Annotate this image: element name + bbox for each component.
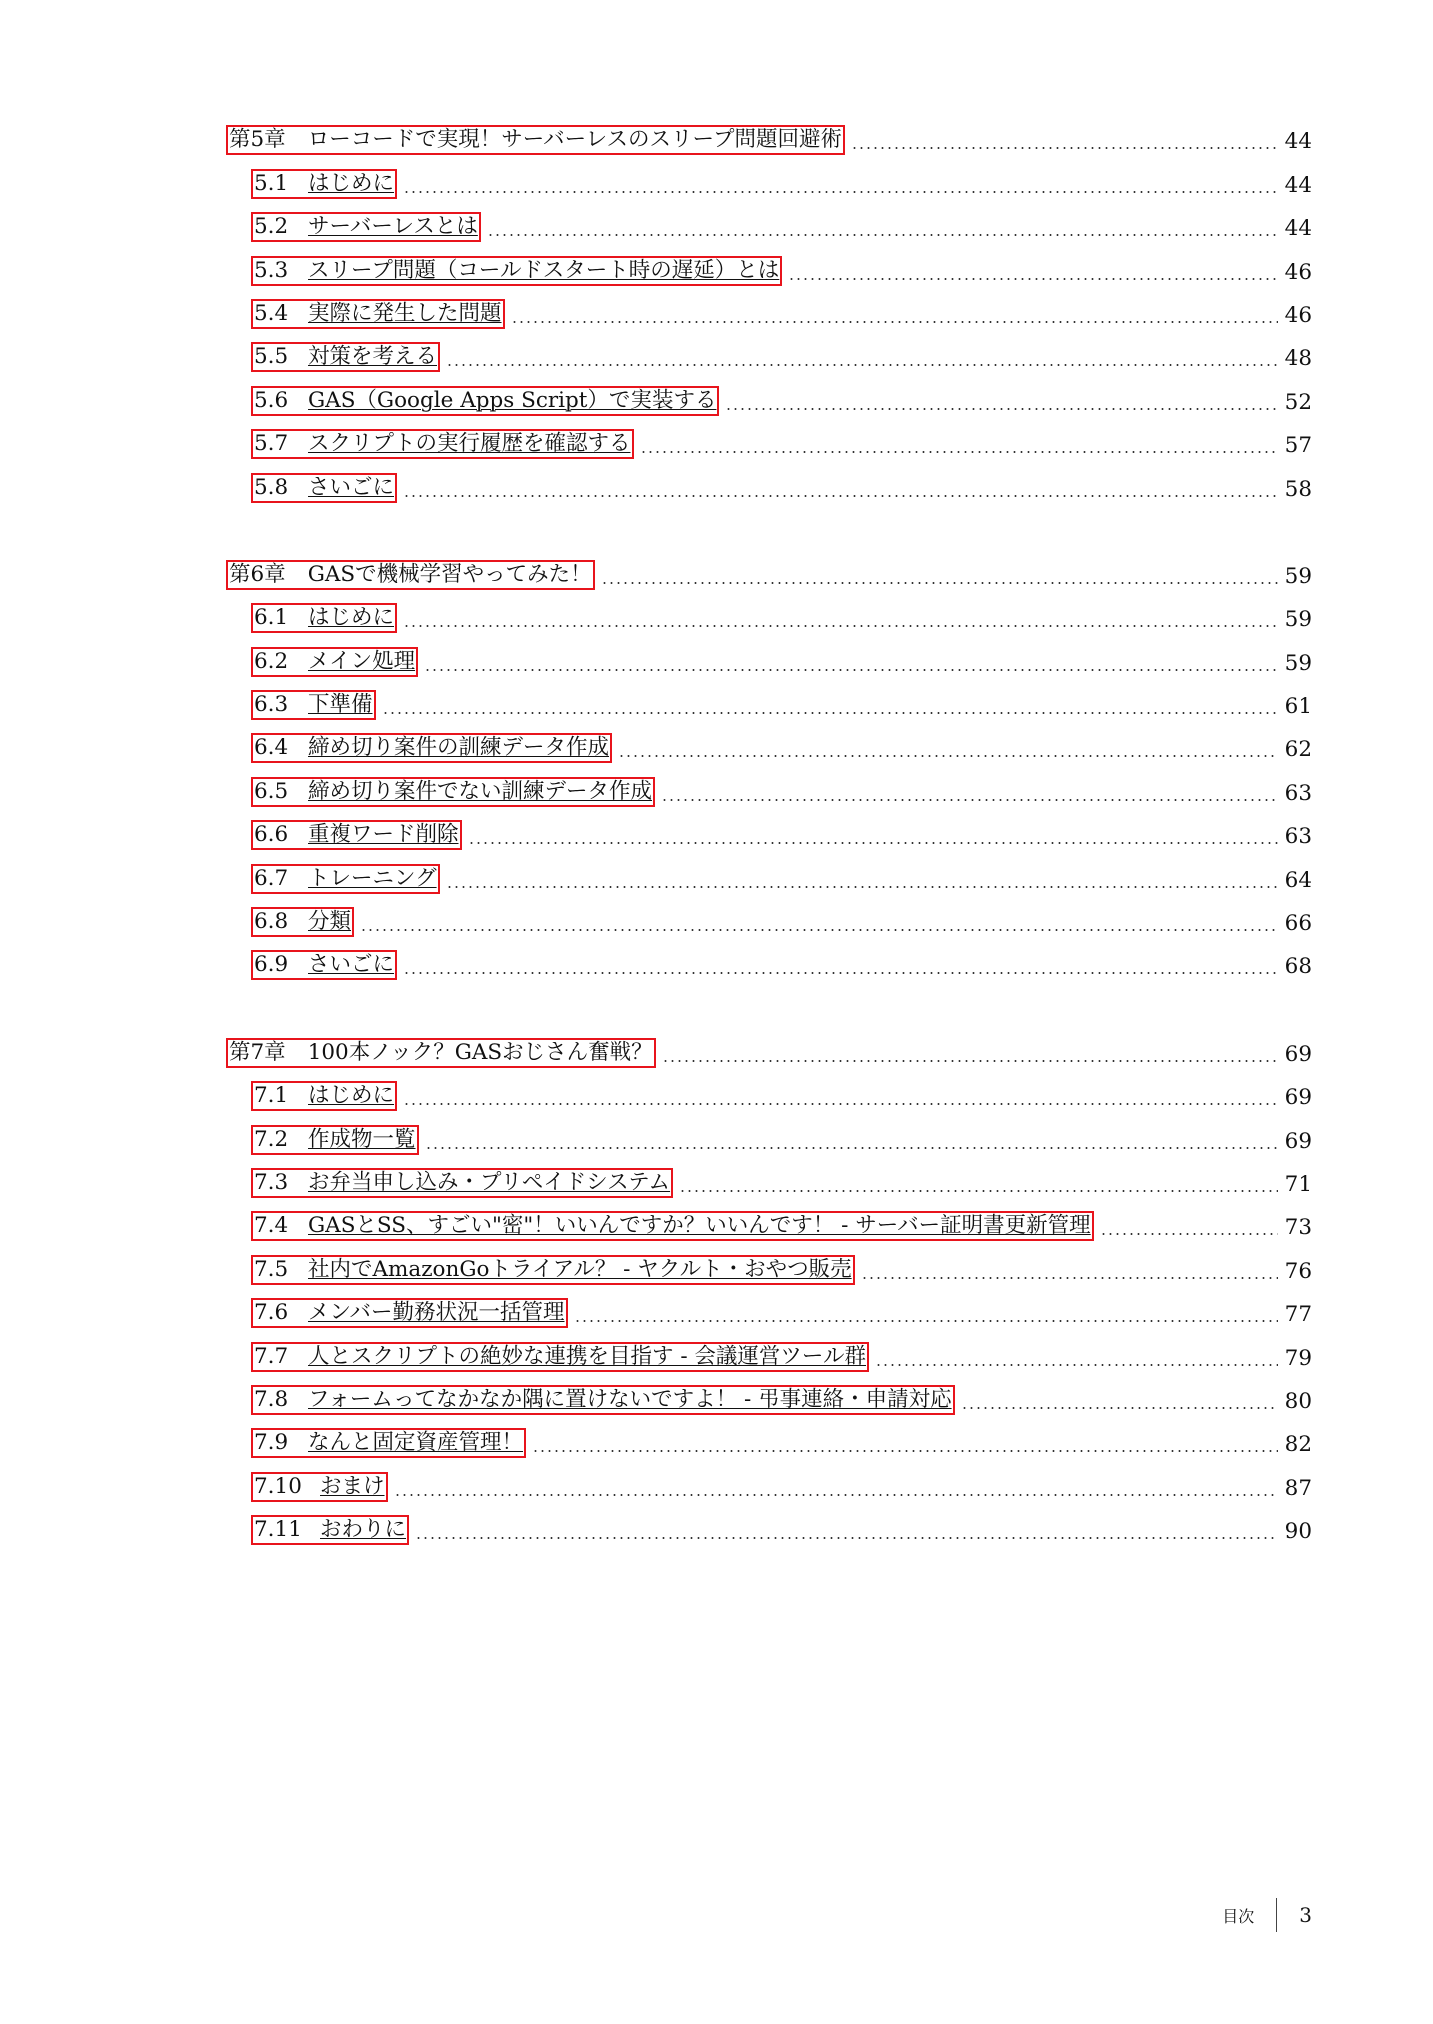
toc-entry-section[interactable] (0, 1328, 1433, 1371)
toc-entry-section[interactable] (0, 1285, 1433, 1328)
dot-leader (360, 929, 1278, 931)
page-number: 76 (1284, 1258, 1312, 1284)
dot-leader (425, 1147, 1278, 1149)
section-title: さいごに (308, 474, 395, 500)
section-title: お弁当申し込み・プリペイドシステム (308, 1169, 671, 1195)
toc-entry-label[interactable] (251, 169, 397, 199)
dot-leader (574, 1320, 1279, 1322)
dot-leader (415, 1537, 1278, 1539)
page-number: 46 (1284, 302, 1312, 328)
section-number: 5.4 (254, 300, 289, 326)
dot-leader (662, 1060, 1278, 1062)
page-number: 69 (1284, 1128, 1312, 1154)
toc-entry-section[interactable] (0, 807, 1433, 850)
section-title: スクリプトの実行履歴を確認する (308, 431, 631, 457)
page-number: 52 (1284, 389, 1312, 415)
toc-entry-label[interactable] (251, 1211, 1094, 1241)
page-number: 71 (1284, 1171, 1312, 1197)
section-title: はじめに (308, 170, 395, 196)
section-number: 5.5 (254, 344, 289, 370)
dot-leader (511, 321, 1278, 323)
section-number: 6.7 (254, 865, 289, 891)
toc-entry-section[interactable] (0, 329, 1433, 372)
section-title: おわりに (320, 1517, 407, 1543)
dot-leader (403, 625, 1278, 627)
dot-leader (618, 755, 1278, 757)
section-title: 対策を考える (308, 344, 438, 370)
page-number: 59 (1284, 607, 1312, 633)
page-number: 59 (1284, 650, 1312, 676)
toc-entry-section[interactable] (0, 894, 1433, 937)
section-number: 5.3 (254, 257, 289, 283)
toc-entry-chapter[interactable] (0, 1024, 1433, 1067)
dot-leader (661, 799, 1278, 801)
toc-entry-section[interactable] (0, 677, 1433, 720)
chapter-number: 第6章 (229, 561, 286, 587)
toc-entry-label[interactable] (251, 907, 354, 937)
toc-entry-section[interactable] (0, 633, 1433, 676)
chapter-title: 100本ノック？GASおじさん奮戦？ (307, 1039, 653, 1065)
toc-entry-section[interactable] (0, 1068, 1433, 1111)
toc-entry-label[interactable] (251, 212, 481, 242)
toc-entry-label[interactable] (251, 603, 397, 633)
toc-entry-chapter[interactable] (0, 547, 1433, 590)
toc-entry-label[interactable] (251, 820, 462, 850)
toc-entry-section[interactable] (0, 372, 1433, 415)
toc-entry-label[interactable] (251, 473, 397, 503)
page-number: 44 (1284, 129, 1312, 155)
dot-leader (851, 147, 1278, 149)
toc-entry-section[interactable] (0, 459, 1433, 502)
section-title: 締め切り案件の訓練データ作成 (308, 735, 610, 761)
toc-entry-section[interactable] (0, 763, 1433, 806)
section-number: 7.11 (254, 1517, 302, 1543)
section-title: おまけ (320, 1473, 385, 1499)
dot-leader (640, 451, 1278, 453)
page-number: 63 (1284, 824, 1312, 850)
toc-entry-label[interactable] (251, 1125, 419, 1155)
page-number: 61 (1284, 694, 1312, 720)
dot-leader (394, 1494, 1278, 1496)
toc-entry-label[interactable] (251, 733, 612, 763)
toc-entry-label[interactable] (251, 1255, 855, 1285)
dot-leader (446, 364, 1278, 366)
section-number: 7.8 (254, 1386, 289, 1412)
section-title: フォームってなかなか隅に置けないですよ！ - 弔事連絡・申請対応 (308, 1386, 952, 1412)
toc-entry-label[interactable] (226, 125, 845, 155)
chapter-7-section (0, 1024, 1433, 1545)
footer-divider (1276, 1898, 1277, 1932)
toc-entry-section[interactable] (0, 155, 1433, 198)
dot-leader (532, 1450, 1278, 1452)
dot-leader (468, 842, 1278, 844)
chapter-number: 第5章 (229, 127, 286, 153)
toc-entry-label[interactable] (251, 1342, 869, 1372)
section-number: 7.4 (254, 1213, 289, 1239)
page-number: 48 (1284, 346, 1312, 372)
toc-entry-label[interactable] (251, 1472, 388, 1502)
toc-entry-label[interactable] (251, 1385, 955, 1415)
page-number: 57 (1284, 433, 1312, 459)
dot-leader (725, 408, 1278, 410)
section-number: 7.3 (254, 1169, 289, 1195)
toc-entry-chapter[interactable] (0, 112, 1433, 155)
chapter-5-section (0, 112, 1433, 503)
section-number: 6.9 (254, 952, 289, 978)
toc-entry-label[interactable] (251, 1298, 568, 1328)
section-title: GAS（Google Apps Script）で実装する (308, 387, 717, 413)
page-number: 90 (1284, 1519, 1312, 1545)
toc-entry-label[interactable] (251, 429, 634, 459)
section-title: 下準備 (308, 692, 373, 718)
toc-entry-section[interactable] (0, 416, 1433, 459)
section-number: 5.8 (254, 474, 289, 500)
section-number: 7.9 (254, 1430, 289, 1456)
page-number: 46 (1284, 259, 1312, 285)
toc-entry-section[interactable] (0, 1458, 1433, 1501)
dot-leader (403, 972, 1278, 974)
section-title: 社内でAmazonGoトライアル？ - ヤクルト・おやつ販売 (308, 1256, 852, 1282)
toc-entry-label[interactable] (251, 647, 418, 677)
page-number: 68 (1284, 954, 1312, 980)
dot-leader (446, 886, 1278, 888)
section-number: 6.8 (254, 909, 289, 935)
section-number: 7.2 (254, 1126, 289, 1152)
toc-entry-label[interactable] (251, 864, 440, 894)
dot-leader (403, 495, 1278, 497)
dot-leader (601, 582, 1278, 584)
section-number: 6.3 (254, 692, 289, 718)
dot-leader (403, 191, 1278, 193)
dot-leader (679, 1190, 1278, 1192)
section-number: 7.6 (254, 1300, 289, 1326)
chapter-number: 第7章 (229, 1039, 286, 1065)
toc-entry-section[interactable] (0, 286, 1433, 329)
section-title: なんと固定資産管理！ (308, 1430, 524, 1456)
section-title: サーバーレスとは (308, 214, 478, 240)
section-title: 締め切り案件でない訓練データ作成 (308, 778, 653, 804)
section-title: 実際に発生した問題 (308, 300, 502, 326)
toc-entry-section[interactable] (0, 1372, 1433, 1415)
section-number: 7.7 (254, 1343, 289, 1369)
section-number: 6.6 (254, 822, 289, 848)
chapter-title: GASで機械学習やってみた！ (307, 561, 592, 587)
page-number: 64 (1284, 867, 1312, 893)
dot-leader (1100, 1233, 1278, 1235)
toc-entry-section[interactable] (0, 937, 1433, 980)
toc-entry-label[interactable] (226, 560, 595, 590)
page-number: 80 (1284, 1388, 1312, 1414)
section-title: メンバー勤務状況一括管理 (308, 1300, 565, 1326)
page-number: 66 (1284, 911, 1312, 937)
section-number: 6.4 (254, 735, 289, 761)
dot-leader (487, 234, 1278, 236)
section-title: スリープ問題（コールドスタート時の遅延）とは (308, 257, 780, 283)
toc-entry-label[interactable] (251, 342, 440, 372)
section-title: メイン処理 (308, 648, 416, 674)
toc-entry-label[interactable] (251, 1081, 397, 1111)
toc-entry-label[interactable] (251, 256, 782, 286)
toc-entry-section[interactable] (0, 1241, 1433, 1284)
page-number: 44 (1284, 216, 1312, 242)
section-number: 5.1 (254, 170, 289, 196)
page-number: 77 (1284, 1302, 1312, 1328)
toc-entry-section[interactable] (0, 1502, 1433, 1545)
toc-entry-section[interactable] (0, 199, 1433, 242)
section-title: 重複ワード削除 (308, 822, 459, 848)
toc-entry-label[interactable] (251, 950, 397, 980)
toc-entry-label[interactable] (226, 1038, 656, 1068)
page-number: 63 (1284, 780, 1312, 806)
toc-entry-section[interactable] (0, 720, 1433, 763)
toc-entry-label[interactable] (251, 690, 376, 720)
page-number: 44 (1284, 172, 1312, 198)
page-number: 69 (1284, 1041, 1312, 1067)
page-number: 62 (1284, 737, 1312, 763)
page-number: 73 (1284, 1215, 1312, 1241)
section-number: 6.5 (254, 778, 289, 804)
section-number: 5.2 (254, 214, 289, 240)
toc-entry-section[interactable] (0, 1155, 1433, 1198)
toc-entry-section[interactable] (0, 1111, 1433, 1154)
dot-leader (861, 1277, 1278, 1279)
toc-entry-label[interactable] (251, 1428, 526, 1458)
section-number: 7.5 (254, 1256, 289, 1282)
footer-label: 目次 (1222, 1906, 1255, 1926)
toc-entry-section[interactable] (0, 242, 1433, 285)
toc-entry-label[interactable] (251, 1515, 409, 1545)
dot-leader (403, 1103, 1278, 1105)
toc-entry-section[interactable] (0, 1198, 1433, 1241)
section-number: 7.1 (254, 1083, 289, 1109)
toc-entry-section[interactable] (0, 590, 1433, 633)
dot-leader (382, 712, 1278, 714)
section-number: 7.10 (254, 1473, 302, 1499)
page-number: 59 (1284, 563, 1312, 589)
toc-entry-section[interactable] (0, 850, 1433, 893)
page-number: 69 (1284, 1085, 1312, 1111)
toc-entry-label[interactable] (251, 299, 505, 329)
chapter-6-section (0, 547, 1433, 981)
section-title: さいごに (308, 952, 395, 978)
section-title: はじめに (308, 1083, 395, 1109)
toc-entry-section[interactable] (0, 1415, 1433, 1458)
section-title: トレーニング (308, 865, 437, 891)
section-title: はじめに (308, 605, 395, 631)
section-title: 人とスクリプトの絶妙な連携を目指す - 会議運営ツール群 (308, 1343, 867, 1369)
section-number: 5.7 (254, 431, 289, 457)
dot-leader (875, 1364, 1278, 1366)
footer-page-number: 3 (1299, 1903, 1312, 1927)
dot-leader (424, 669, 1278, 671)
chapter-title: ローコードで実現！サーバーレスのスリープ問題回避術 (307, 127, 842, 153)
toc-entry-label[interactable] (251, 1168, 673, 1198)
page-footer (1222, 1898, 1312, 1932)
section-title: 作成物一覧 (308, 1126, 416, 1152)
page-number: 79 (1284, 1345, 1312, 1371)
toc-entry-label[interactable] (251, 386, 719, 416)
section-number: 6.2 (254, 648, 289, 674)
toc-entry-label[interactable] (251, 777, 655, 807)
section-number: 5.6 (254, 387, 289, 413)
section-number: 6.1 (254, 605, 289, 631)
page-number: 58 (1284, 476, 1312, 502)
dot-leader (961, 1407, 1278, 1409)
dot-leader (788, 278, 1278, 280)
section-title: GASとSS、すごい"密"！いいんですか？いいんです！ - サーバー証明書更新管理 (308, 1213, 1091, 1239)
section-title: 分類 (308, 909, 352, 935)
page-number: 82 (1284, 1432, 1312, 1458)
page-number: 87 (1284, 1475, 1312, 1501)
